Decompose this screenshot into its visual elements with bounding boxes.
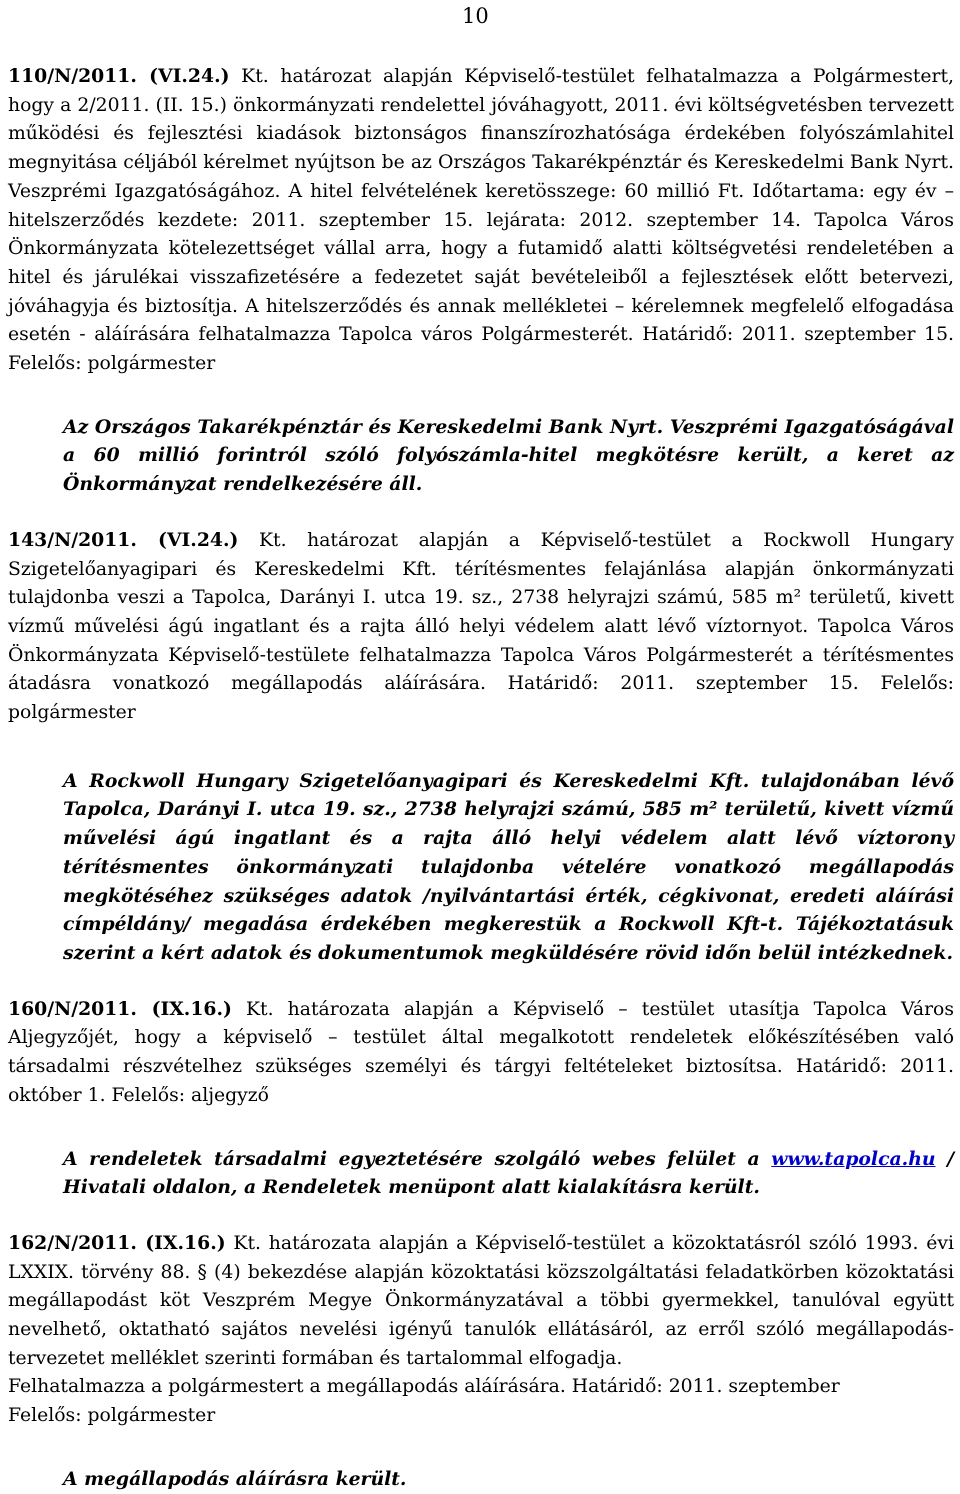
resolution-result: A Rockwoll Hungary Szigetelőanyagipari és Kereskedelmi Kft. tulajdonában lévő Tapolca, Darányi I. utca 19. sz., 2738 helyrajzi számú, 585 m² területű, kivett vízmű művelési ágú ingatlant és a rajta álló helyi védelem alatt lévő víztorony térítésmentes önkormányzati tulajdonba vételére vonatkozó megállapodás megkötéséhez szükséges adatok /nyilvántartási érték, cégkivonat, eredeti aláírási címpéldány/ megadása érdekében megkerestük a Rockwoll Kft-t. Tájékoztatásuk szerint a kért adatok és dokumentumok megküldésére rövid időn belül intézkednek. xyxy=(63,769,954,964)
resolution-result: A megállapodás aláírásra került. xyxy=(63,1467,407,1490)
paragraph-gap xyxy=(8,1431,954,1465)
page-number: 10 xyxy=(462,4,489,28)
paragraph-gap xyxy=(8,379,954,413)
document-body xyxy=(8,62,954,1494)
resolution-text-line: Felhatalmazza a polgármestert a megállapodás aláírására. Határidő: 2011. szeptember xyxy=(8,1376,840,1398)
resolution-number: 143/N/2011. (VI.24.) xyxy=(8,528,239,551)
resolution-number: 110/N/2011. (VI.24.) xyxy=(8,65,230,87)
paragraph-gap xyxy=(8,1111,954,1145)
paragraph-gap xyxy=(8,728,954,767)
paragraph-gap xyxy=(8,1202,954,1229)
resolution-number: 162/N/2011. (IX.16.) xyxy=(8,1231,226,1254)
paragraph-gap xyxy=(8,968,954,995)
website-link[interactable]: www.tapolca.hu xyxy=(771,1147,936,1170)
resolution-paragraph xyxy=(8,526,954,728)
resolution-text-line: Felelős: polgármester xyxy=(8,1405,216,1427)
result-text: A rendeletek társadalmi egyeztetésére szolgáló webes felület a xyxy=(63,1147,772,1170)
paragraph-gap xyxy=(8,499,954,526)
resolution-paragraph xyxy=(8,62,954,379)
resolution-number: 160/N/2011. (IX.16.) xyxy=(8,997,232,1020)
resolution-text: Kt. határozata alapján a Képviselő-testület a közoktatásról szóló 1993. évi LXXIX. törvény 88. § (4) bekezdése alapján közoktatási közszolgáltatási feladatkörben közoktatási megállapodást köt Veszprém Megye Önkormányzatával a többi gyermekkel, tanulóval együtt nevelhető, oktatható sajátos nevelési igényű tanulók ellátásáról, az erről szóló megállapodás-tervezetet melléklet szerinti formában és tartalommal elfogadja. xyxy=(8,1232,954,1369)
resolution-result: Az Országos Takarékpénztár és Kereskedelmi Bank Nyrt. Veszprémi Igazgatóságával a 60 millió forintról szóló folyószámla-hitel megkötésre került, a keret az Önkormányzat rendelkezésére áll. xyxy=(63,415,954,496)
resolution-text: Kt. határozata alapján a Képviselő – testület utasítja Tapolca Város Aljegyzőjét, hogy a képviselő – testület által megalkotott rendeletek előkészítésében való társadalmi részvételhez szükséges személyi és tárgyi feltételeket biztosítsa. Határidő: 2011. október 1. Felelős: aljegyző xyxy=(8,998,954,1106)
resolution-text: Kt. határozat alapján a Képviselő-testület a Rockwoll Hungary Szigetelőanyagipari és Kereskedelmi Kft. térítésmentes felajánlása alapján önkormányzati tulajdonba veszi a Tapolca, Darányi I. utca 19. sz., 2738 helyrajzi számú, 585 m² területű, kivett vízmű művelési ágú ingatlant és a rajta álló helyi védelem alatt lévő víztornyot. Tapolca Város Önkormányzata Képviselő-testülete felhatalmazza Tapolca Város Polgármesterét a térítésmentes átadásra vonatkozó megállapodás aláírására. Határidő: 2011. szeptember 15. Felelős: polgármester xyxy=(8,529,954,724)
resolution-text: Kt. határozat alapján Képviselő-testület felhatalmazza a Polgármestert, hogy a 2/2011. (II. 15.) önkormányzati rendelettel jóváhagyott, 2011. évi költségvetésben tervezett működési és fejlesztési kiadások biztonságos finanszírozhatósága érdekében folyószámlahitel megnyitása céljából kérelmet nyújtson be az Országos Takarékpénztár és Kereskedelmi Bank Nyrt. Veszprémi Igazgatóságához. A hitel felvételének keretösszege: 60 millió Ft. Időtartama: egy év – hitelszerződés kezdete: 2011. szeptember 15. lejárata: 2012. szeptember 14. Tapolca Város Önkormányzata kötelezettséget vállal arra, hogy a futamidő alatti költségvetési rendeletében a hitel és járulékai visszafizetésére a fedezetet saját bevételeiből a fejlesztések előtt betervezi, jóváhagyja és biztosítja. A hitelszerződés és annak mellékletei – kérelemnek megfelelő elfogadása esetén - aláírására felhatalmazza Tapolca város Polgármesterét. Határidő: 2011. szeptember 15. Felelős: polgármester xyxy=(8,66,954,375)
result-text: / Hivatali oldalon, a Rendeletek menüpont alatt kialakításra került. xyxy=(63,1147,954,1199)
resolution-paragraph xyxy=(8,1229,954,1374)
resolution-paragraph xyxy=(8,995,954,1111)
resolution-result xyxy=(63,1145,954,1202)
